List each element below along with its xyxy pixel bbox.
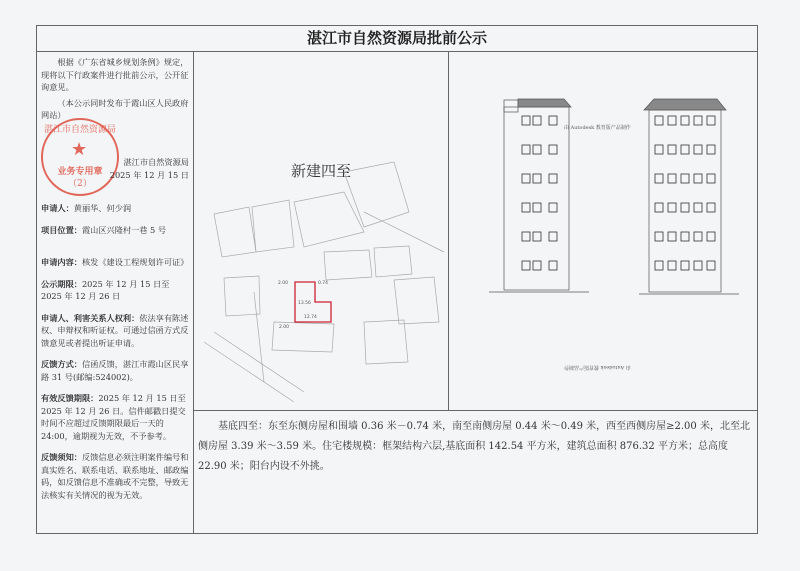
deadline-row <box>41 392 189 442</box>
page-title: 湛江市自然资源局批前公示 <box>37 26 757 52</box>
location-row <box>41 224 189 237</box>
window-mark <box>707 174 715 183</box>
issuer: 湛江市自然资源局 <box>123 157 189 167</box>
window-mark <box>549 261 557 270</box>
window-mark <box>549 174 557 183</box>
window-mark <box>533 174 541 183</box>
window-mark <box>533 203 541 212</box>
window-mark <box>549 232 557 241</box>
window-mark <box>522 174 530 183</box>
window-mark <box>694 232 702 241</box>
seal-top-text: 湛江市自然资源局 <box>43 125 116 135</box>
content-row <box>41 256 189 269</box>
site-description <box>194 410 757 533</box>
window-mark <box>668 203 676 212</box>
website-note: （本公示同时发布于霞山区人民政府网站） <box>41 97 189 120</box>
notice-row <box>41 451 189 501</box>
period-value: 2025 年 12 月 15 日至 2025 年 12 月 26 日 <box>41 278 170 301</box>
issue-date: 2025 年 12 月 15 日 <box>109 169 189 180</box>
official-seal <box>41 118 119 196</box>
window-mark <box>694 145 702 154</box>
window-mark <box>681 261 689 270</box>
window-mark <box>533 116 541 125</box>
window-mark <box>655 145 663 154</box>
description-text: 基底四至：东至东侧房屋和围墙 0.36 米－0.74 米，南至南侧房屋 0.44 米～0.49 米，西至西侧房屋≥2.00 米，北至北侧房屋 3.39 米～3.59 米。住宅楼规模：框架结构六层,基底面积 142.54 平方米，建筑总面积 876.32 平方米；总高度 22.90 米；阳台内设不外挑。 <box>198 421 750 472</box>
window-mark <box>681 145 689 154</box>
window-mark <box>655 174 663 183</box>
deadline-label: 有效反馈期限： <box>41 393 99 403</box>
site-map <box>194 52 448 410</box>
window-mark <box>681 116 689 125</box>
notice-label: 反馈须知： <box>41 452 82 462</box>
window-mark <box>681 232 689 241</box>
window-mark <box>655 232 663 241</box>
applicant-row <box>41 202 189 215</box>
period-label: 公示期限： <box>41 278 82 289</box>
window-mark <box>668 145 676 154</box>
notice-frame <box>36 25 758 534</box>
feedback-value: 信函反馈，湛江市霞山区民享路 31 号(邮编:524002)。 <box>41 359 189 382</box>
window-mark <box>707 116 715 125</box>
info-column <box>37 52 194 533</box>
window-mark <box>655 261 663 270</box>
window-mark <box>707 203 715 212</box>
window-mark <box>533 232 541 241</box>
dim-label: 13.56 <box>298 301 311 306</box>
window-mark <box>707 145 715 154</box>
window-mark <box>655 116 663 125</box>
window-mark <box>549 203 557 212</box>
window-mark <box>694 203 702 212</box>
window-mark <box>522 145 530 154</box>
window-mark <box>549 145 557 154</box>
feedback-label: 反馈方式： <box>41 359 82 369</box>
elevation-drawings-panel <box>449 52 757 410</box>
window-mark <box>533 261 541 270</box>
intro-text: 根据《广东省城乡规划条例》规定，现将以下行政案件进行批前公示，公开征询意见。 <box>41 57 189 92</box>
window-mark <box>668 174 676 183</box>
elevation-drawings <box>449 52 793 410</box>
site-map-panel <box>194 52 449 410</box>
dim-label: 0.74 <box>318 281 329 286</box>
window-mark <box>522 203 530 212</box>
window-mark <box>655 203 663 212</box>
star-icon: ★ <box>71 139 88 160</box>
window-mark <box>681 203 689 212</box>
window-mark <box>533 145 541 154</box>
issuer-block <box>110 156 189 181</box>
window-mark <box>522 116 530 125</box>
window-mark <box>668 116 676 125</box>
window-mark <box>522 261 530 270</box>
window-mark <box>681 174 689 183</box>
dim-label: 2.00 <box>279 325 290 330</box>
watermark: 由 Autodesk 教育版产品制作 <box>564 125 631 131</box>
window-mark <box>694 174 702 183</box>
dim-label: 2.00 <box>278 281 289 286</box>
window-mark <box>668 232 676 241</box>
window-mark <box>707 261 715 270</box>
rights-row <box>41 312 189 350</box>
period-row <box>41 278 189 303</box>
feedback-row <box>41 358 189 383</box>
notice-value: 反馈信息必须注明案件编号和真实姓名、联系电话、联系地址、邮政编码，如反馈信息不准确或不完整，导致无法核实有关情况的视为无效。 <box>41 452 189 500</box>
window-mark <box>694 116 702 125</box>
location-label: 项目位置： <box>41 224 82 235</box>
location-value: 霞山区兴隆村一巷 5 号 <box>81 224 167 235</box>
window-mark <box>668 261 676 270</box>
window-mark <box>694 261 702 270</box>
rights-label: 申请人、利害关系人权利： <box>41 312 140 323</box>
rights-value: 依法享有陈述权、申辩权和听证权。可通过信函方式反馈意见或者提出听证申请。 <box>41 312 189 348</box>
watermark: 由 Autodesk 教育版产品制作 <box>564 364 631 370</box>
deadline-value: 2025 年 12 月 15 日至 2025 年 12 月 26 日。信件邮戳日提交时间不应超过反馈期限最后一天的 24:00，逾期视为无效，不予参考。 <box>41 393 186 441</box>
map-title: 新建四至 <box>290 162 351 180</box>
window-mark <box>549 116 557 125</box>
window-mark <box>522 232 530 241</box>
seal-bottom-text: （2） <box>68 179 92 189</box>
window-mark <box>707 232 715 241</box>
seal-middle-text: 业务专用章 <box>57 167 103 177</box>
content-value: 核发《建设工程规划许可证》 <box>81 257 189 267</box>
dim-label: 12.74 <box>304 315 317 320</box>
applicant-label: 申请人： <box>41 203 74 213</box>
content-label: 申请内容： <box>41 257 82 267</box>
applicant-value: 黄丽华、何少润 <box>73 203 132 213</box>
